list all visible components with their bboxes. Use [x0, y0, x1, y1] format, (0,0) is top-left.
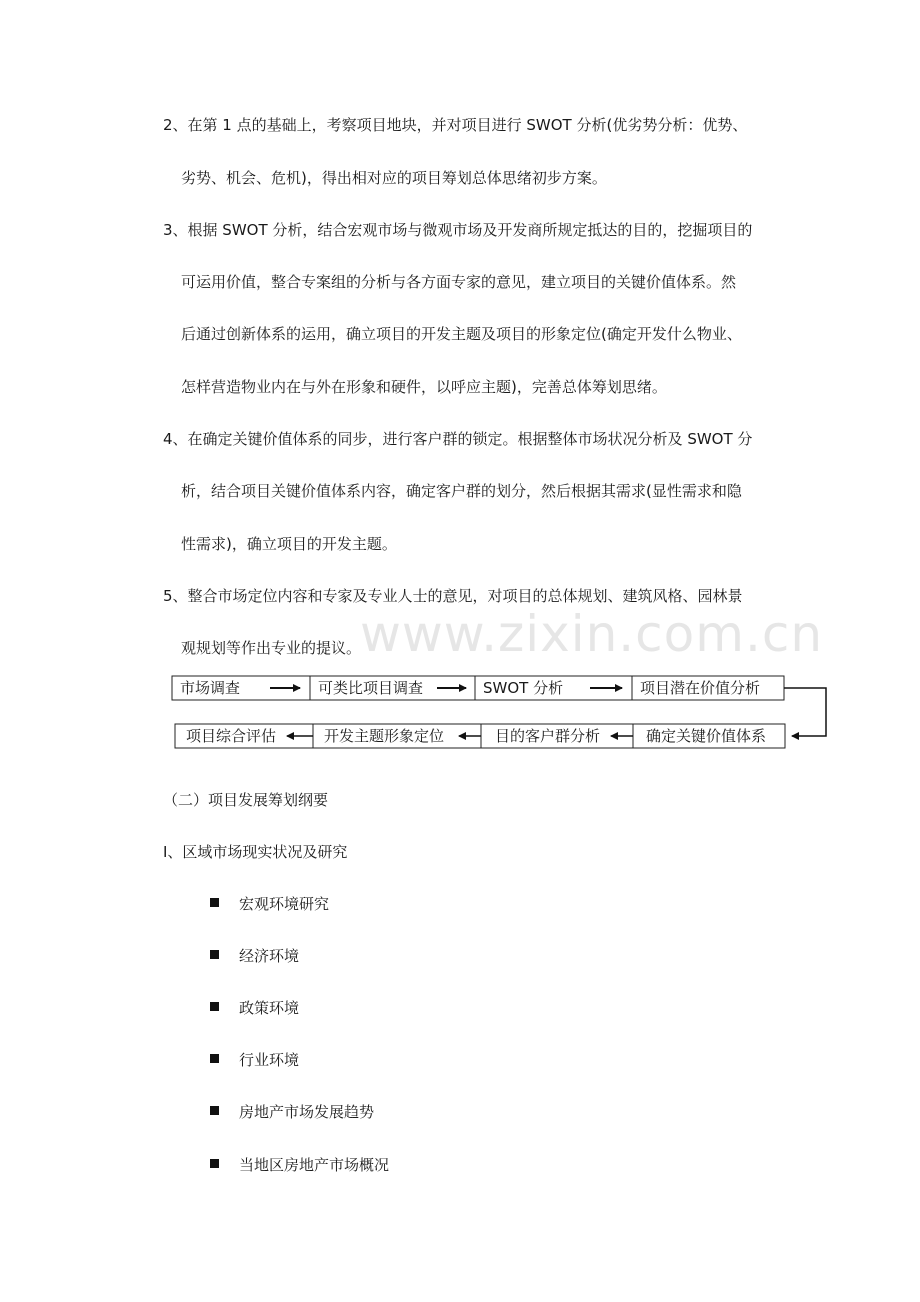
flow-box-potential-value [632, 676, 784, 700]
flow-label-top-1: 市场调查 [180, 679, 241, 697]
watermark: www.zixin.com.cn [360, 605, 824, 663]
list-item-label: 经济环境 [239, 947, 300, 965]
square-bullet-icon [210, 1106, 219, 1115]
list-item [210, 1050, 299, 1070]
para-3-line-2: 可运用价值，整合专案组的分析与各方面专家的意见，建立项目的关键价值体系。然 [181, 273, 737, 291]
para-5-line-2: 观规划等作出专业的提议。 [181, 639, 362, 657]
square-bullet-icon [210, 898, 219, 907]
para-4-line-1: 4、在确定关键价值体系的同步，进行客户群的锁定。根据整体市场状况分析及 SWOT 分 [163, 430, 753, 448]
para-4-line-2: 析，结合项目关键价值体系内容，确定客户群的划分，然后根据其需求(显性需求和隐 [181, 482, 742, 500]
square-bullet-icon [210, 1159, 219, 1168]
square-bullet-icon [210, 1002, 219, 1011]
flow-label-top-4: 项目潜在价值分析 [640, 679, 761, 697]
flow-box-key-value-system [633, 724, 785, 748]
para-2-line-2: 劣势、机会、危机)，得出相对应的项目筹划总体思绪初步方案。 [181, 169, 607, 187]
square-bullet-icon [210, 1054, 219, 1063]
list-item [210, 946, 299, 966]
flow-box-market-survey [172, 676, 310, 700]
list-item [210, 894, 329, 914]
list-item-label: 行业环境 [239, 1051, 300, 1069]
list-item-label: 宏观环境研究 [239, 895, 330, 913]
list-item-label: 当地区房地产市场概况 [239, 1156, 390, 1174]
flow-box-theme-positioning [313, 724, 481, 748]
list-item-label: 政策环境 [239, 999, 300, 1017]
list-item [210, 1155, 389, 1175]
para-3-line-3: 后通过创新体系的运用，确立项目的开发主题及项目的形象定位(确定开发什么物业、 [181, 325, 742, 343]
para-3-line-1: 3、根据 SWOT 分析，结合宏观市场与微观市场及开发商所规定抵达的目的，挖掘项目的 [163, 221, 753, 239]
flow-label-bottom-4: 确定关键价值体系 [646, 727, 767, 745]
flow-box-assessment [175, 724, 313, 748]
list-item-label: 房地产市场发展趋势 [239, 1103, 375, 1121]
list-item [210, 1102, 374, 1122]
subsection-heading: Ⅰ、区域市场现实状况及研究 [163, 843, 348, 861]
flow-label-top-2: 可类比项目调查 [318, 679, 424, 697]
flow-label-top-3: SWOT 分析 [483, 679, 564, 697]
para-3-line-4: 怎样营造物业内在与外在形象和硬件，以呼应主题)，完善总体筹划思绪。 [181, 378, 667, 396]
list-item [210, 998, 299, 1018]
para-4-line-3: 性需求)，确立项目的开发主题。 [181, 535, 397, 553]
flow-connector-right [784, 688, 826, 736]
section-heading: （二）项目发展筹划纲要 [163, 791, 329, 809]
square-bullet-icon [210, 950, 219, 959]
flow-label-bottom-3: 目的客户群分析 [495, 727, 601, 745]
flow-box-swot [475, 676, 632, 700]
para-2-line-1: 2、在第 1 点的基础上，考察项目地块，并对项目进行 SWOT 分析(优劣势分析：优势、 [163, 116, 748, 134]
flow-box-comparable-survey [310, 676, 475, 700]
para-5-line-1: 5、整合市场定位内容和专家及专业人士的意见，对项目的总体规划、建筑风格、园林景 [163, 587, 743, 605]
flow-label-bottom-1: 项目综合评估 [186, 727, 277, 745]
flow-label-bottom-2: 开发主题形象定位 [324, 727, 445, 745]
flow-box-target-customers [481, 724, 633, 748]
